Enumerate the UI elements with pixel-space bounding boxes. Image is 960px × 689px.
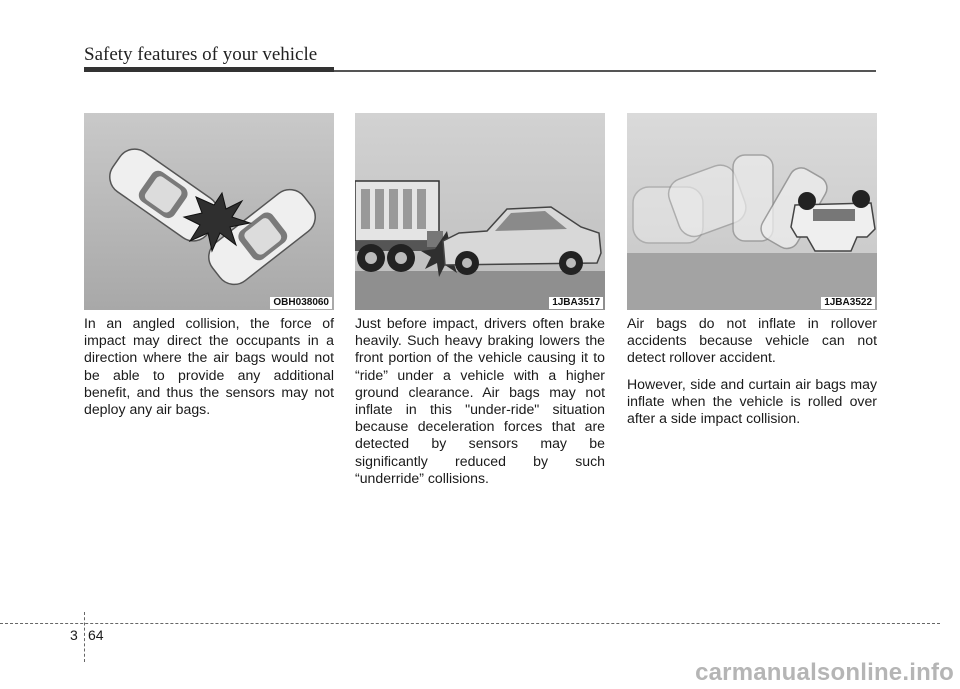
watermark: carmanualsonline.info (695, 659, 954, 686)
figure-code: 1JBA3517 (549, 297, 603, 309)
text-column-angled-collision (84, 315, 334, 427)
paragraph: Air bags do not inflate in rollover accidents because vehicle can not detect rollover accident. (627, 315, 877, 366)
page-number: 64 (88, 627, 104, 643)
footer-divider (84, 612, 85, 662)
angled-collision-illustration (84, 113, 334, 310)
figure-angled-collision (84, 113, 334, 310)
figure-underride-collision (355, 113, 605, 310)
header-rule-thick (84, 67, 334, 72)
chapter-number: 3 (70, 627, 78, 643)
text-column-underride (355, 315, 605, 496)
header-rule-thin (334, 70, 876, 72)
text-column-rollover (627, 315, 877, 436)
figure-rollover (627, 113, 877, 310)
underride-illustration (355, 113, 605, 310)
figure-code: OBH038060 (270, 297, 332, 309)
figure-code: 1JBA3522 (821, 297, 875, 309)
paragraph: In an angled collision, the force of impact may direct the occupants in a direction where the air bags would not be able to provide any additional benefit, and thus the sensors may not deploy any air bags. (84, 315, 334, 418)
page-header-title: Safety features of your vehicle (84, 44, 318, 65)
rollover-illustration (627, 113, 877, 310)
footer-rule (0, 623, 940, 624)
paragraph: However, side and curtain air bags may inflate when the vehicle is rolled over after a side impact collision. (627, 375, 877, 427)
paragraph: Just before impact, drivers often brake heavily. Such heavy braking lowers the front portion of the vehicle causing it to “ride” under a vehicle with a higher ground clearance. Air bags may not inflate in this "under-ride" situation because deceleration forces that are detected by sensors may be significantly reduced by such “underride” collisions. (355, 315, 605, 486)
